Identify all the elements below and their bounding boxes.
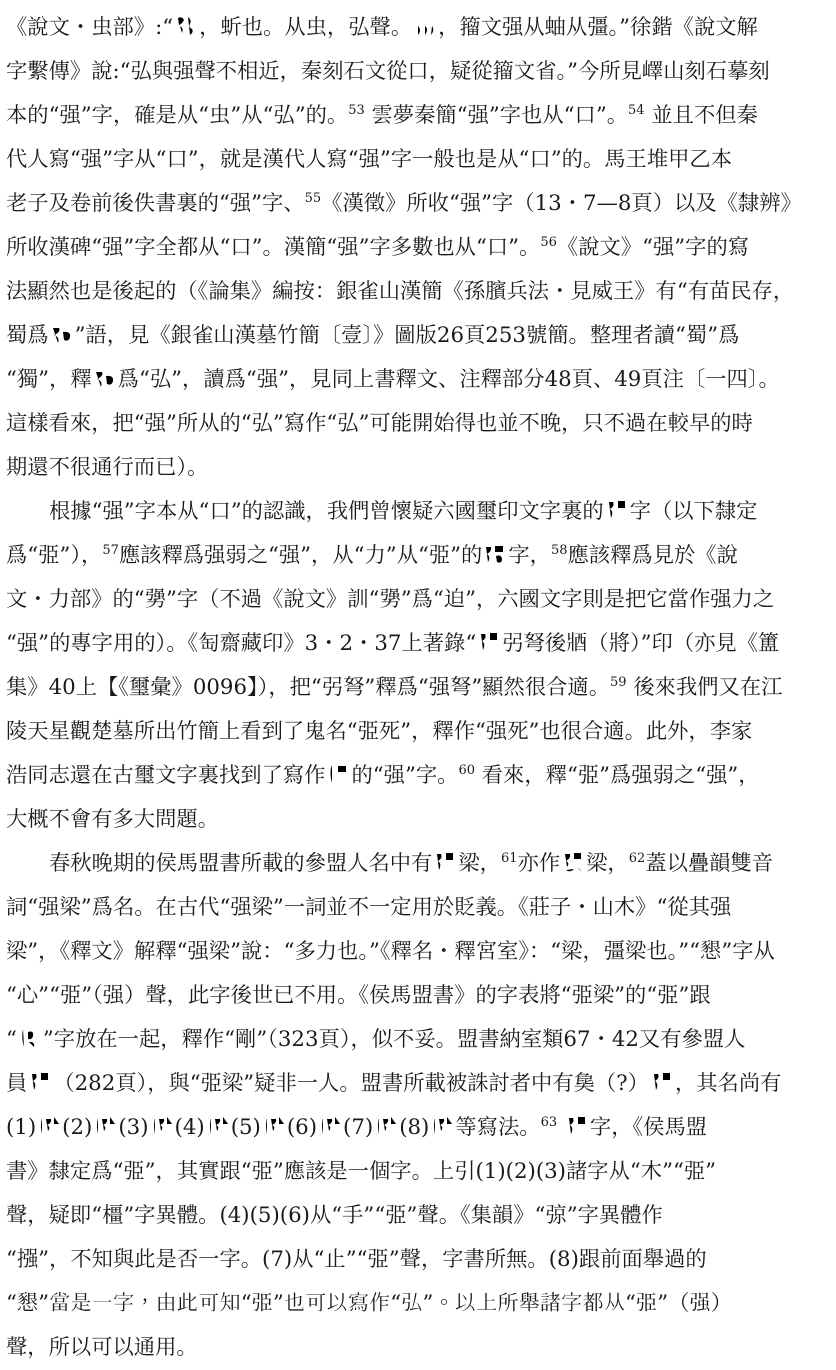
text-run: 《漢徵》所收“强”字（13・7—8頁）以及《隸辨》 xyxy=(321,191,802,216)
footnote-marker: 60 xyxy=(458,762,475,778)
text-run: (6) xyxy=(286,1115,318,1140)
text-run: 書》隸定爲“弫”，其實跟“弫”應該是一個字。上引(1)(2)(3)諸字从“木”“弫” xyxy=(6,1159,717,1184)
text-run: ”字放在一起，釋作“剛”（323頁），似不妥。盟書納室類67・42又有參盟人 xyxy=(42,1027,746,1052)
seal-gang-icon xyxy=(18,1025,42,1051)
text-run: ，籀文强从蚰从彊。”徐鍇《說文解 xyxy=(438,15,758,40)
text-run: 員 xyxy=(6,1071,28,1096)
text-run: 並且不但秦 xyxy=(644,103,758,128)
text-run: 亦作 xyxy=(517,851,561,876)
seal-jiang-li-icon xyxy=(483,541,507,567)
text-run: （282頁），與“弫梁”疑非一人。盟書所載被誅討者中有㚟（?） xyxy=(53,1071,649,1096)
text-line xyxy=(6,578,832,622)
text-run: (8) xyxy=(399,1115,430,1140)
seal-qiang-zhou-icon xyxy=(413,13,437,39)
text-line xyxy=(6,1062,832,1106)
text-run: 集》40上【《璽彙》0096】），把“弜弩”釋爲“强弩”顯然很合適。 xyxy=(6,675,611,700)
footnote-marker: 61 xyxy=(500,850,518,866)
seal-var-icon xyxy=(93,1113,117,1139)
text-line xyxy=(6,1150,832,1194)
seal-var-icon xyxy=(206,1113,230,1139)
text-run: (1) xyxy=(6,1115,37,1140)
text-run: (5) xyxy=(230,1115,261,1140)
text-line xyxy=(6,226,832,270)
seal-var-icon xyxy=(318,1113,342,1139)
seal-var-icon xyxy=(150,1113,174,1139)
text-line xyxy=(6,1326,832,1370)
text-line xyxy=(6,1018,832,1062)
seal-var-icon xyxy=(374,1113,398,1139)
seal-qiang-icon xyxy=(174,13,198,39)
text-run xyxy=(557,1115,564,1140)
seal-jiang-icon xyxy=(565,1113,589,1139)
footnote-marker: 54 xyxy=(628,102,645,118)
text-run: 聲，疑即“橿”字異體。(4)(5)(6)从“手”“弫”聲。《集韻》“弶”字異體作 xyxy=(6,1203,663,1228)
text-run: 文・力部》的“勥”字（不過《說文》訓“勥”爲“迫”，六國文字則是把它當作强力之 xyxy=(6,587,775,612)
text-run: “心”“弫”（强）聲，此字後世已不用。《侯馬盟書》的字表將“弫梁”的“弫”跟 xyxy=(6,983,711,1008)
text-line xyxy=(6,842,832,886)
text-run: (2) xyxy=(62,1115,93,1140)
footnote-marker: 58 xyxy=(550,542,568,558)
text-line xyxy=(6,666,832,710)
seal-jiang-icon xyxy=(650,1069,674,1095)
text-run: 字， xyxy=(508,543,551,568)
seal-var-icon xyxy=(37,1113,61,1139)
text-line xyxy=(6,6,832,50)
text-line xyxy=(6,182,832,226)
text-line xyxy=(6,710,832,754)
text-run: 字繫傳》說:“弘與强聲不相近，秦刻石文從口，疑從籀文省。”今所見嶧山刻石摹刻 xyxy=(6,59,770,84)
text-run: 應該釋爲强弱之“强”，从“力”从“弫”的 xyxy=(118,543,483,568)
text-run: 後來我們又在江 xyxy=(626,675,783,700)
text-run: ，蚚也。从虫，弘聲。 xyxy=(199,15,413,40)
text-run: “獨”，釋 xyxy=(6,367,92,392)
text-run: 《說文》“强”字的寫 xyxy=(556,235,750,260)
text-line xyxy=(6,358,832,402)
text-run: 代人寫“强”字从“口”，就是漢代人寫“强”字一般也是从“口”的。馬王堆甲乙本 xyxy=(6,147,733,172)
text-run: ，其名尚有 xyxy=(674,1071,782,1096)
text-run: 聲，所以可以通用。 xyxy=(6,1335,198,1360)
text-line xyxy=(6,402,832,446)
text-run: 應該釋爲見於《說 xyxy=(567,543,738,568)
text-line xyxy=(6,1238,832,1282)
text-run: 所收漢碑“强”字全都从“口”。漢簡“强”字多數也从“口”。 xyxy=(6,235,541,260)
text-line xyxy=(6,1194,832,1238)
seal-jiang-xin-icon xyxy=(561,849,585,875)
text-run: “摾”，不知與此是否一字。(7)从“止”“弫”聲，字書所無。(8)跟前面舉過的 xyxy=(6,1247,707,1272)
text-run: 雲夢秦簡“强”字也从“口”。 xyxy=(364,103,629,128)
seal-jiang-ren-icon xyxy=(326,761,350,787)
text-run: ”語，見《銀雀山漢墓竹簡〔壹〕》圖版26頁253號簡。整理者讀“蜀”爲 xyxy=(74,323,740,348)
text-run: 等寫法。 xyxy=(455,1115,541,1140)
text-line xyxy=(6,1106,832,1150)
text-run: (7) xyxy=(343,1115,374,1140)
seal-jiang-icon xyxy=(605,497,629,523)
text-run: (3) xyxy=(118,1115,149,1140)
text-line xyxy=(6,490,832,534)
seal-jiang-icon xyxy=(477,629,501,655)
text-run: “𢡆”當是一字，由此可知“弫”也可以寫作“弘”。以上所舉諸字都从“弫”（强） xyxy=(6,1291,733,1316)
seal-hong-icon xyxy=(93,365,117,391)
text-line xyxy=(6,886,832,930)
text-line xyxy=(6,50,832,94)
footnote-marker: 55 xyxy=(304,190,322,206)
text-run: 根據“强”字本从“口”的認識，我們曾懷疑六國璽印文字裏的 xyxy=(49,499,604,524)
text-run: 爲“弘”，讀爲“强”，見同上書釋文、注釋部分48頁、49頁注〔一四〕。 xyxy=(117,367,780,392)
document-page xyxy=(6,6,832,1370)
text-run: 梁， xyxy=(586,851,629,876)
seal-hong-icon xyxy=(50,321,74,347)
seal-jiang-icon xyxy=(433,849,457,875)
footnote-marker: 57 xyxy=(102,542,119,558)
text-line xyxy=(6,798,832,842)
text-run: 期還不很通行而已）。 xyxy=(6,455,209,480)
footnote-marker: 62 xyxy=(628,850,646,866)
text-line xyxy=(6,94,832,138)
footnote-marker: 63 xyxy=(540,1114,558,1130)
text-line xyxy=(6,534,832,578)
text-run: 梁， xyxy=(458,851,501,876)
text-line xyxy=(6,270,832,314)
text-run: 的“强”字。 xyxy=(351,763,459,788)
text-run: 老子及卷前後佚書裏的“强”字、 xyxy=(6,191,305,216)
text-run: 看來，釋“弫”爲强弱之“强”， xyxy=(474,763,760,788)
text-run: 蓋以疊韻雙音 xyxy=(645,851,774,876)
text-line xyxy=(6,446,832,490)
text-run: “ xyxy=(6,1027,17,1052)
text-run: 弜弩後𨟻（將）”印（亦見《簠 xyxy=(502,631,780,656)
text-run: 本的“强”字，確是从“虫”从“弘”的。 xyxy=(6,103,349,128)
text-line xyxy=(6,1282,832,1326)
text-run: 詞“强梁”爲名。在古代“强梁”一詞並不一定用於貶義。《莊子・山木》“從其强 xyxy=(6,895,732,920)
text-line xyxy=(6,622,832,666)
seal-jiang-icon xyxy=(28,1069,52,1095)
text-run: 梁”，《釋文》解釋“强梁”說：“多力也。”《釋名・釋宮室》：“梁，彊梁也。”“𢡆”字从 xyxy=(6,939,775,964)
footnote-marker: 53 xyxy=(348,102,365,118)
text-line xyxy=(6,754,832,798)
text-line xyxy=(6,314,832,358)
text-run: 字，《侯馬盟 xyxy=(589,1115,708,1140)
text-run: 爲“弫”）， xyxy=(6,543,103,568)
text-line xyxy=(6,930,832,974)
text-run: 蜀爲 xyxy=(6,323,49,348)
seal-var-icon xyxy=(430,1113,454,1139)
text-run: 春秋晚期的侯馬盟書所載的參盟人名中有 xyxy=(49,851,433,876)
text-run: 大概不會有多大問題。 xyxy=(6,807,219,832)
text-run: (4) xyxy=(174,1115,205,1140)
text-run: 陵天星觀楚墓所出竹簡上看到了鬼名“弫死”，釋作“强死”也很合適。此外，李家 xyxy=(6,719,753,744)
text-line xyxy=(6,974,832,1018)
footnote-marker: 59 xyxy=(610,674,627,690)
text-run: 法顯然也是後起的（《論集》編按：銀雀山漢簡《孫臏兵法・見威王》有“有苗民存， xyxy=(6,279,795,304)
text-run: “强”的專字用的）。《匋齋藏印》3・2・37上著錄“ xyxy=(6,631,477,656)
text-run: 字（以下隸定 xyxy=(629,499,758,524)
text-run: 浩同志還在古璽文字裏找到了寫作 xyxy=(6,763,326,788)
text-run: 《說文・虫部》:“ xyxy=(6,15,174,40)
seal-var-icon xyxy=(262,1113,286,1139)
text-line xyxy=(6,138,832,182)
text-run: 這樣看來，把“强”所从的“弘”寫作“弘”可能開始得也並不晚，只不過在較早的時 xyxy=(6,411,753,436)
footnote-marker: 56 xyxy=(540,234,557,250)
